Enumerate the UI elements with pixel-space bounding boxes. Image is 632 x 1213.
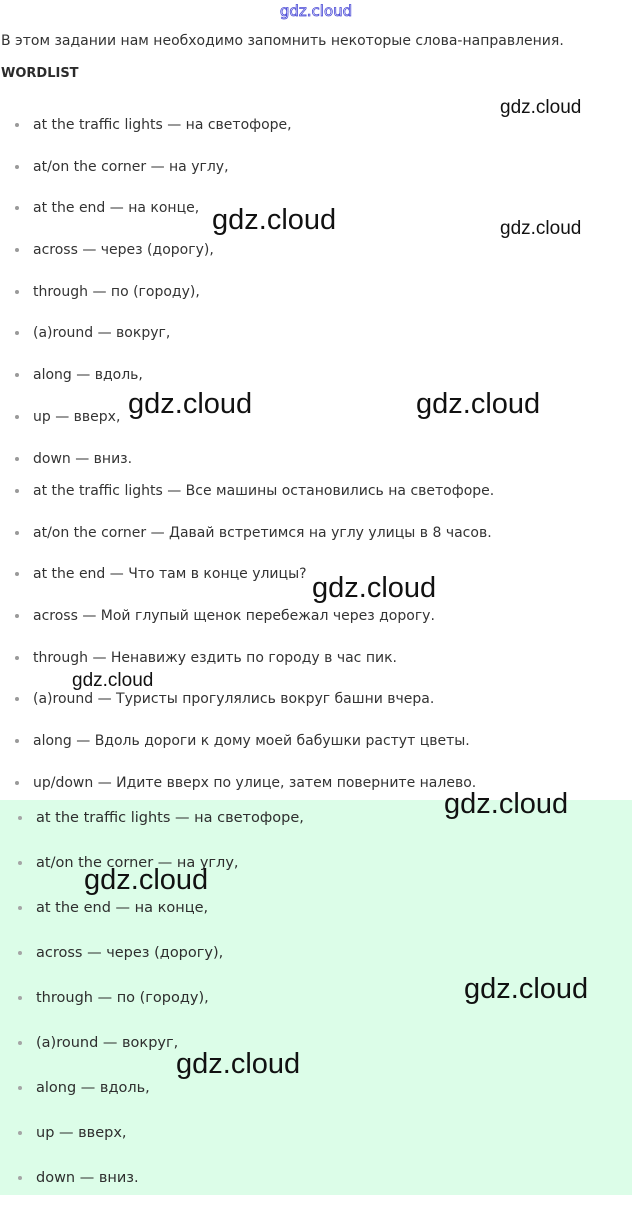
watermark: gdz.cloud [444,788,569,820]
bullet-icon [15,531,19,535]
list-item: across — через (дорогу), [0,943,632,988]
bullet-icon [15,290,19,294]
list-item: up — вверх, [0,407,632,449]
bullet-icon [15,331,19,335]
list-item: along — вдоль, [0,365,632,407]
intro-text: В этом задании нам необходимо запомнить некоторые слова-направления. [1,33,564,49]
site-logo[interactable]: gdz.cloud [279,2,353,20]
bullet-icon [15,656,19,660]
bullet-icon [18,1086,22,1090]
list-item: (a)round — Туристы прогулялись вокруг башни вчера. [0,689,632,731]
list-item: at the end — на конце, [0,198,632,240]
bullet-icon [18,906,22,910]
bullet-icon [18,1176,22,1180]
list-item: across — Мой глупый щенок перебежал через дорогу. [0,606,632,648]
bullet-icon [15,373,19,377]
watermark: gdz.cloud [464,973,589,1005]
bullet-icon [18,1041,22,1045]
list-item: up — вверх, [0,1123,632,1168]
bullet-icon [15,572,19,576]
list-item: at the end — на конце, [0,898,632,943]
bullet-icon [15,248,19,252]
bullet-icon [15,457,19,461]
bullet-icon [15,697,19,701]
list-item: along — вдоль, [0,1078,632,1123]
bullet-icon [15,415,19,419]
bullet-icon [15,123,19,127]
bullet-icon [18,1131,22,1135]
bullet-icon [15,781,19,785]
list-item: at the traffic lights — на светофоре, [0,808,632,853]
list-item: along — Вдоль дороги к дому моей бабушки растут цветы. [0,731,632,773]
bullet-icon [18,996,22,1000]
list-item: through — Ненавижу ездить по городу в час пик. [0,648,632,690]
list-item: at the traffic lights — Все машины остановились на светофоре. [0,481,632,523]
watermark: gdz.cloud [500,218,582,239]
list-item: up/down — Идите вверх по улице, затем поверните налево. [0,773,632,815]
list-item: at/on the corner — Давай встретимся на углу улицы в 8 часов. [0,523,632,565]
list-item: at the traffic lights — на светофоре, [0,115,632,157]
watermark: gdz.cloud [176,1048,301,1080]
example-list [0,481,632,815]
list-item: down — вниз. [0,1168,632,1213]
list-item: (a)round — вокруг, [0,1033,632,1078]
watermark: gdz.cloud [128,388,253,420]
bullet-icon [15,165,19,169]
bullet-icon [15,739,19,743]
list-item: through — по (городу), [0,988,632,1033]
watermark: gdz.cloud [416,388,541,420]
list-item: across — через (дорогу), [0,240,632,282]
bullet-icon [18,816,22,820]
list-item: at/on the corner — на углу, [0,853,632,898]
bullet-icon [15,614,19,618]
bullet-icon [18,861,22,865]
list-item: (a)round — вокруг, [0,323,632,365]
list-item: at the end — Что там в конце улицы? [0,564,632,606]
bullet-icon [15,489,19,493]
watermark: gdz.cloud [84,864,209,896]
list-item: at/on the corner — на углу, [0,157,632,199]
watermark: gdz.cloud [72,670,154,691]
watermark: gdz.cloud [312,572,437,604]
list-item: through — по (городу), [0,282,632,324]
watermark: gdz.cloud [212,204,337,236]
list-item: down — вниз. [0,449,632,491]
bullet-icon [18,951,22,955]
wordlist-heading: WORDLIST [1,66,79,81]
answer-list [0,808,632,1213]
bullet-icon [15,206,19,210]
watermark: gdz.cloud [500,97,582,118]
wordlist [0,115,632,490]
